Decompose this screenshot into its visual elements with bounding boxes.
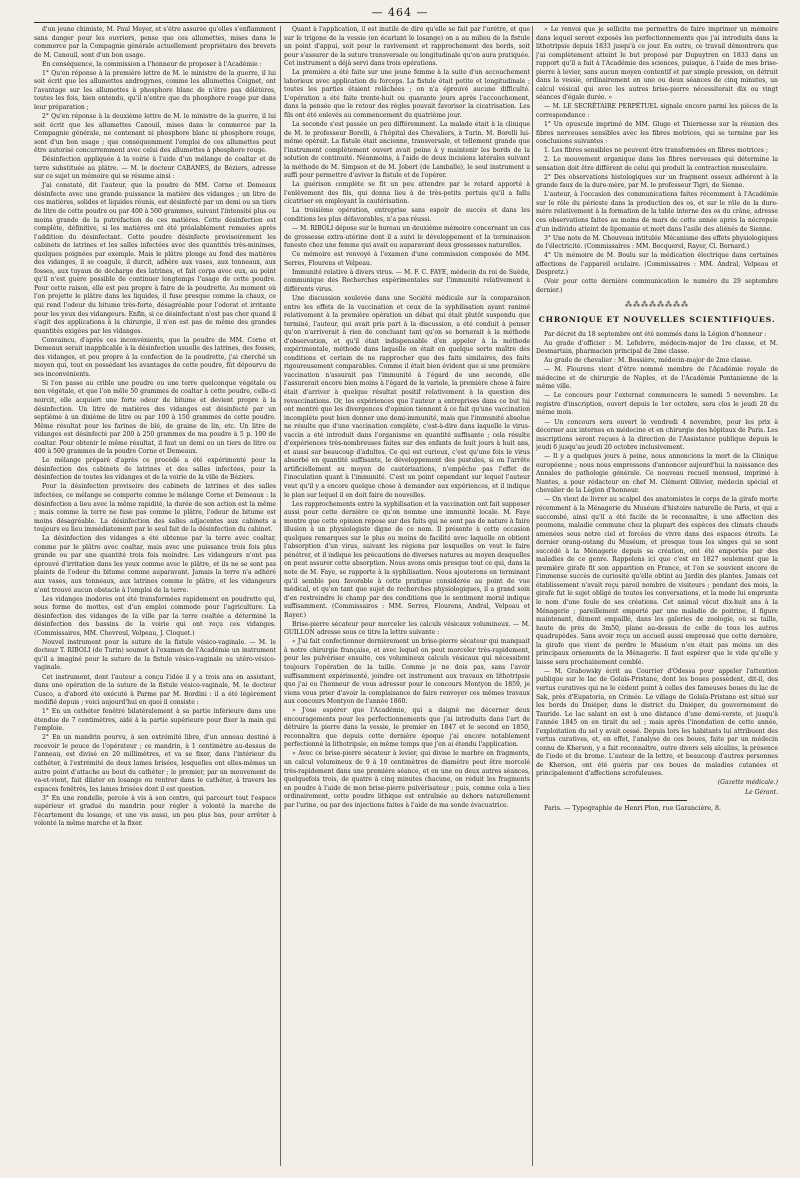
paragraph: Cet instrument, dont l'auteur a conçu l'idée il y a trois ans en assistant, dans une opération de la suture de la fistule vésico-vaginale, M. le docteur Cusco, a d'abord été exécuté à Parme par M. Bordini : il a été légèrement modifié depuis ; voici aujourd'hui en quoi il consiste : [34, 673, 276, 707]
paragraph: 2° Qu'en réponse à la deuxième lettre de M. le ministre de la guerre, il lui soit écrit que les allumettes Canouil, mises dans le commerce par la Compagnie générale, ne contenant ni phosphore blanc ni phosphore rouge, sont d'un bon usage ; que conséquemment l'emploi de ces allumettes peut être autorisé concurremment avec celui des allumettes à phosphore rouge. [34, 112, 276, 155]
paragraph: Nouvel instrument pour la suture de la fistule vésico-vaginale. — M. le docteur T. RIBOLI (de Turin) soumet à l'examen de l'Académie un instrument qu'il a imaginé pour la suture de la fistule vésico-vaginale ou utéro-vésico-vaginale. [34, 638, 276, 672]
column-divider [280, 26, 281, 1166]
paragraph: Quant à l'application, il est inutile de dire qu'elle se fait par l'urètre, et que sur le trigone de la vessie (en écartant le losange) on a au milieu de la fistule un point d'appui, soit pour le ravivement et rapprochement des bords, soit pour s'assurer de la suture transversale ou longitudinale qu'on aura pratiquée. Cet instrument a déjà servi dans trois opérations. [284, 26, 530, 68]
paragraph: d'un jeune chimiste, M. Paul Meyer, et s'être assurée qu'elles s'enflamment sans danger pour les ouvriers, pense que ces allumettes, mises dans le commerce par la Compagnie générale actuellement propriétaire des brevets de M. Canouil, sont d'un bon usage. [34, 26, 276, 59]
paragraph: 2° En un mandrin pourvu, à son extrémité libre, d'un anneau destiné à recevoir le pouce de l'opérateur ; ce mandrin, à 1 centimètre au-dessus de l'anneau, est divisé en 20 millimètres, et va se fixer, dans l'intérieur du cathéter, à l'extrémité de deux lames brisées, lesquelles ont elles-mêmes un autre point d'attache au bout du cathéter ; le premier, par un mouvement de va-et-vient, fait dilater en losange ou rentrer dans le cathéter, à travers les espaces fenêtrés, les lames brisées dont il est question. [34, 734, 276, 793]
paragraph: La seconde s'est passée un peu différemment. La malade était à la clinique de M. le professeur Borelli, à l'hôpital des Chevaliers, à Turin. M. Borelli lui-même opérait. La fistule était ancienne, transversale, et tellement grande que l'instrument complètement ouvert avait peine à y maintenir les bords de la solution de continuité. Néanmoins, à l'aide de deux incisions latérales suivant la méthode de M. Simpson et de M. Jobert (de Lamballe), le seul instrument a suffi pour permettre d'aviver la fistule et de l'opérer. [284, 121, 530, 180]
paragraph: — M. Flourens vient d'être nommé membre de l'Académie royale de médecine et de chirurgie de Naples, et de l'Académie Pontanienne de la même ville. [536, 366, 778, 391]
paragraph: — M. LE SECRÉTAIRE PERPÉTUEL signale encore parmi les pièces de la correspondance : [536, 103, 778, 119]
paragraph: Au grade d'officier : M. Lefebvre, médecin-major de 1re classe, et M. Desmartain, pharmacien principal de 2me classe. [536, 339, 778, 356]
column-divider [532, 26, 533, 1166]
column-1 [34, 26, 276, 1166]
paragraph: 4° Un mémoire de M. Boulu sur la médication électrique dans certaines affections de l'appareil oculaire. (Commissaires : MM. Andral, Velpeau et Despretz.) [536, 252, 778, 277]
paragraph: 1° En un cathéter fenêtré bilatéralement à sa partie inférieure dans une étendue de 7 centimètres, aidé à la partie supérieure pour fixer la main qui l'emploie. [34, 708, 276, 733]
paragraph: — On vient de livrer au scalpel des anatomistes le corps de la girafe morte récemment à la Ménagerie du Muséum d'histoire naturelle de Paris, et qui a succombé, ainsi qu'il a été facile de le reconnaître, à une affection des poumons, maladie commune chez la plupart des espèces des climats chauds amenées sous notre ciel et forcées de vivre dans des espaces étroits. Le dernier orang-outang du Muséum, et presque tous les singes qui se sont succédé à la Ménagerie depuis sa création, ont été emportés par des maladies de ce genre. Rappelons ici que c'est en 1827 seulement que la première girafe fit son apparition en France, et l'on se souvient encore de l'immense succès de curiosité qu'elle obtint au Jardin des plantes. Jamais cet établissement n'avait reçu pareil nombre de visiteurs ; pendant des mois, la girafe fut le sujet obligé de toutes les conversations, et la mode lui emprunta le nom d'une foule de ses créations. Cet animal vécut dix-huit ans à la Ménagerie ; pareillement emporté par une maladie de poitrine, il figure maintenant, dûment empaillé, dans les galeries de zoologie, où sa taille, haute de près de 3m50, plane au-dessus de celle de tous les autres quadrupèdes. Sans avoir reçu un accueil aussi empressé que cette dernière, la girafe que vient de perdre le Muséum n'en était pas moins un des principaux ornements de la Ménagerie. Il faut espérer que le vide qu'elle y laisse sera prochainement comblé. [536, 496, 778, 666]
column-2 [284, 26, 530, 1166]
paragraph: 3° Une note de M. Chouveau intitulée Mécanisme des effets physiologiques de l'électricité. (Commissaires : MM. Becquerel, Rayer, Cl. Bernard.) [536, 234, 778, 251]
printer-footer: Paris. — Typographie de Henri Plon, rue Garancière, 8. [544, 805, 722, 813]
column-3-chronicle [536, 331, 778, 779]
paragraph: Convaincu, d'après ces inconvénients, que la poudre de MM. Corne et Demeaux serait inapplicable à la désinfection usuelle des latrines, des fosses, des vidanges, et peu propre à la confection de la poudrette, j'ai cherché un moyen qui, tout en possédant les avantages de cette poudre, fût dépourvu de ses inconvénients. [34, 336, 276, 378]
paragraph: — Il y a quelques jours à peine, nous annoncions la mort de la Clinique européenne ; nous nous empressons d'annoncer aujourd'hui la naissance des Annales de pathologie générale. Ce nouveau recueil mensuel, imprimé à Nantes, a pour rédacteur en chef M. Clément Ollivier, médecin spécial et chevalier de la Légion d'honneur. [536, 453, 778, 495]
paragraph: — M. Grabowsky écrit au Courrier d'Odessa pour appeler l'attention publique sur le lac de Golaïs-Pristane, dont les boues possèdent, dit-il, des vertus curatives qui ne le cèdent point à celles des fameuses boues du lac de Sak, près d'Eupatoria, en Crimée. Le village de Golaïa-Pristane est situé sur les bords du Dniéper, dans le district du Dniéper, du gouvernement de Tauride. Le lac salant en est à une distance d'une demi-verste, et jusqu'à l'année 1845 on en tirait du sel ; mais après l'inondation de cette année, l'exploitation du sel y avait cessé. Depuis lors les habitants lui attribuent des vertus curatives, et, en effet, l'analyse de ces boues, faite par un médecin connu de Kherson, y a fait reconnaître, outre divers sels alcalins, la présence de l'iode et du brome. L'auteur de la lettre, et beaucoup d'autres personnes de Kherson, ont été guéris par ces boues de maladies cutanées et principalement d'affections scrofuleuses. [536, 667, 778, 778]
paragraph: » Le renvoi que je sollicite me permettra de faire imprimer un mémoire dans lequel seront exposés les perfectionnements que j'ai introduits dans la lithotripsie depuis 1833 jusqu'à ce jour. En outre, ce travail démontrera que j'ai complètement atteint le but proposé par Dupuytren en 1833 dans un rapport qu'il a fait à l'Académie des sciences, puisque, à l'aide de mes brise-pierre à levier, sans aucun moyen contentif et par simple pression, on détruit dans la vessie, ordinairement en une ou deux séances de cinq minutes, un calcul vésical qui avec les autres brise-pierre nécessiterait dix ou vingt séances d'égale durée. » [536, 26, 778, 102]
paragraph: Désinfection appliquée à la voirie à l'aide d'un mélange de coaltar et de terre substituée au plâtre. — M. le docteur CABANES, de Béziers, adresse sur ce sujet un mémoire qui se résume ainsi : [34, 156, 276, 181]
paragraph: 2° Des observations histologiques sur un fragment osseux adhérent à la grande faux de la dure-mère, par M. le professeur Tigri, de Sienne. [536, 173, 778, 190]
paragraph: « J'ai fait confectionner dernièrement un brise-pierre sécateur qui manquait à notre chirurgie française, et avec lequel on peut morceler très-rapidement, pour les pulvériser ensuite, ces volumineux calculs vésicaux qui nécessitent toujours l'opération de la taille. Comme je ne dois pas, sans l'avoir suffisamment expérimenté, joindre cet instrument aux travaux en lithotripsie que j'ai eu l'honneur de vous adresser pour le concours Montyon de 1859, je viens vous prier d'avoir la complaisance de faire renvoyer ces mêmes travaux aux concours Montyon de l'année 1860. [284, 638, 530, 706]
paragraph: 2. Le mouvement organique dans les fibres nerveuses qui détermine la sensation doit être différent de celui qui produit la contraction musculaire. [536, 156, 778, 172]
paragraph: J'ai constaté, dit l'auteur, que la poudre de MM. Corne et Demeaux désinfecte avec une grande puissance la matière des vidanges ; un litre de ces matières, solides et liquides réunis, est désinfecté par un demi ou un tiers de litre de cette poudre ou par 400 à 500 grammes, suivant l'intensité plus ou moins grande de la putréfaction de ces matières. Cette désinfection est complète, définitive, si les matières ont été préalablement remuées après l'addition du désinfectant. Cette poudre désinfecte provisoirement les cabinets de latrines et les salles infectées avec des quantités très-minimes, quelques poignées par exemple. Mais le plâtre plonge au fond des matières des vidanges, il se coagule, il durcit, adhère aux vases, aux tonneaux, aux fosses, aux tuyaux de décharge des latrines, et fait corps avec eux, au point qu'il n'est guère possible de continuer longtemps l'usage de cette poudre. Pour cette raison, elle est peu propre à faire de la poudrette. Au moment où l'on projette le plâtre dans les liquides, il fuse presque comme la chaux, ce qui rend l'odeur du bitume très-forte, désagréable pour l'odorat et irritante pour les yeux des vidangeurs. Enfin, si ce désinfectant n'est pas cher quand il s'agit des applications à la chirurgie, il n'en est pas de même des grandes quantités exigées par les vidanges. [34, 182, 276, 335]
paragraph: 1° Qu'en réponse à la première lettre de M. le ministre de la guerre, il lui soit écrit que les allumettes androgynes, comme les allumettes Coignet, ont l'avantage sur les allumettes à phosphore blanc de n'être pas délétères, toutes les fois, bien entendu, qu'il n'entre que du phosphore rouge pur dans leur préparation ; [34, 69, 276, 111]
paragraph: Les rapprochements entre la syphilisation et la vaccination ont fait supposer aussi pour cette dernière ce qu'on nomme une immunité locale. M. Faye montre que cette opinion repose sur des faits qui ne sont pas de nature à faire illusion à un physiologiste digne de ce nom. Il présente à cette occasion quelques remarques sur le plus ou moins de facilité avec laquelle on obtient l'absorption d'un virus, suivant les régions par lesquelles on veut le faire pénétrer, et il indique les précautions de diverses natures au moyen desquelles on peut assurer cette absorption. Nous avons omis presque tout ce qui, dans la note de M. Faye, se rapporte à la syphilisation. Nous ajouterons en terminant qu'il semble peu favorable à cette pratique considérée au point de vue médical, et qu'en tant que sujet de recherches physiologiques, il a grand soin d'en restreindre le champ par des conditions que le sentiment moral indique suffisamment. (Commissaires : MM. Serres, Flourens, Andral, Velpeau et Rayer.) [284, 500, 530, 619]
paragraph: — Le concours pour l'externat commencera le samedi 5 novembre. Le registre d'inscription, ouvert depuis le 1er octobre, sera clos le jeudi 20 du même mois. [536, 392, 778, 417]
gerant-signature: Le Gérant. [745, 788, 778, 796]
paragraph: Ce mémoire est renvoyé à l'examen d'une commission composée de MM. Serres, Flourens et Velpeau. [284, 251, 530, 267]
paragraph: Une discussion soulevée dans une Société médicale sur la comparaison entre les effets de la vaccination et ceux de la syphilisation ayant ranimé relativement à la première opération un débat qui était plutôt suspendu que terminé, l'auteur, qui avait pris part à la discussion, a été conduit à penser qu'on n'arriverait à rien de concluant tant qu'on se bornerait à la méthode d'observation, et qu'il était indispensable d'en appeler à la méthode expérimentale, méthode dans laquelle on était en quelque sorte maître des conditions et certain de ne rapprocher que des faits similaires, des faits rigoureusement comparables. Comme il était bien évident que si une première vaccination n'assurait pas l'immunité à l'égard de une seconde, elle l'assurerait encore bien moins à l'égard de la variole, la première chose à faire était d'arriver à quelque résultat positif relativement à la question des revaccinations. Or, les expériences que l'auteur a entreprises dans ce but lui ont montré que les divergences d'opinion tiennent à ce fait qu'une vaccination incomplète peut bien donner une demi-immunité, mais que l'immunité absolue ne résulte que d'une vaccination complète, c'est-à-dire dans laquelle le virus-vaccin a été introduit dans l'organisme en quantité suffisante ; cela résulte d'expériences très-nombreuses faites sur des enfants de huit jours à huit ans, et aussi sur beaucoup d'adultes. Ce qui est curieux, c'est qu'une fois le virus absorbé en quantité suffisante, le développement des pustules, si on l'arrête artificiellement au moyen de cautérisations, n'empêche pas l'effet de l'inoculation quant à l'immunité. C'est un point cependant sur lequel l'auteur veut qu'il y a encore quelque chose à demander aux expériences, et il indique le plan sur lequel il en doit faire de nouvelles. [284, 294, 530, 499]
paragraph: — M. RIBOLI dépose sur le bureau un deuxième mémoire concernant un cas de grossesse extra-utérine dont il a suivi le développement et la terminaison funeste chez une femme qui avait eu auparavant deux grossesses naturelles. [284, 225, 530, 250]
source-signature: (Gazette médicale.) [717, 779, 778, 787]
column-3 [536, 26, 778, 1166]
paragraph: » J'ose espérer que l'Académie, qui a daigné me décerner deux encouragements pour les perfectionnements que j'ai introduits dans l'art de détruire la pierre dans la vessie, le premier en 1847 et le second en 1850, reconnaîtra que depuis cette dernière époque j'ai encore notablement perfectionné la lithotripsie, en même temps que j'en ai étendu l'application. [284, 707, 530, 749]
paragraph: Pour la désinfection provisoire des cabinets de latrines et des salles infectées, ce mélange se comporte comme le mélange Corne et Demeaux : la désinfection a lieu avec la même rapidité, la durée de son action est la même ; mais comme la terre ne fuse pas comme le plâtre, l'odeur de bitume est moins désagréable. La désinfection des salles adjacentes aux cabinets a toujours eu lieu immédiatement par le seul fait de la désinfection du cabinet. [34, 483, 276, 534]
section-title: CHRONIQUE ET NOUVELLES SCIENTIFIQUES. [538, 315, 776, 324]
paragraph: En conséquence, la commission a l'honneur de proposer à l'Académie : [42, 60, 262, 68]
paragraph: 1. Les fibres sensibles ne peuvent être transformées en fibres motrices ; [544, 147, 768, 155]
paragraph: Par décret du 18 septembre ont été nommés dans la Légion d'honneur : [544, 330, 767, 338]
paragraph: Brise-pierre sécateur pour morceler les calculs vésicaux volumineux. — M. GUILLON adresse sous ce titre la lettre suivante : [284, 620, 530, 637]
paragraph: L'auteur, à l'occasion des communications faites récemment à l'Académie sur le rôle du périoste dans la production des os, et sur le rôle de la dure-mère relativement à la formation de la table interne des os du crâne, adresse ces observations faites au moins de mars de cette année après la nécropsie d'un individu atteint de lipomanie et mort dans l'asile des aliénés de Sienne. [536, 191, 778, 233]
paragraph: Si l'on passe au crible une poudre ou une terre quelconque végétale ou non végétale, et que l'on mêle 50 grammes de coaltar à cette poudre, celle-ci noircit, elle acquiert une forte odeur de bitume et devient propre à la désinfection. Un litre de matières des vidanges est désinfecté par un septième à un dixième de litre ou par 100 à 150 grammes de cette poudre. Même résultat pour les farines de blé, de graine de lin, etc. Un litre de vidanges est désinfecté par 200 à 250 grammes de ma poudre à 5 p. 100 de coaltar. Pour obtenir le même résultat, il faut un demi ou un tiers de litre ou 400 à 500 grammes de la poudre Corne et Demeaux. [34, 379, 276, 456]
paragraph: » Avec ce brise-pierre sécateur à levier, qui divise le marbre en fragments, un calcul volumineux de 9 à 10 centimètres de diamètre peut être morcelé très-rapidement dans une première séance, et en une ou deux autres séances, quelquefois trois, de quatre à cinq minutes chacune, on réduit les fragments en poudre à l'aide de mon brise-pierre pulvérisateur ; puis, comme cela a lieu ordinairement, cette poudre lithique est entraînée au dehors naturellement par l'urine, ou par des injections faites à l'aide de ma sonde évacuatrice. [284, 750, 530, 809]
paragraph: La première a été faite sur une jeune femme à la suite d'un accouchement laborieux avec application du forceps. La fistule était petite et longitudinale ; toutes les parties étaient relâchées ; on n'a éprouvé aucune difficulté. L'opération a été faite trente-huit ou quarante jours après l'accouchement, dans la pensée que le retour des règles pouvait favoriser la cicatrisation. Les fils ont été enlevés au commencement du quatrième jour. [284, 69, 530, 119]
paragraph: La désinfection des vidanges a été obtenue par la terre avec coaltar, comme par le plâtre avec coaltar, mais avec une puissance trois fois plus grande ou par une quantité trois fois moindre. Les vidangeurs n'ont pas éprouvé d'irritation dans les yeux comme avec le plâtre, et ils ne se sont pas plaints de l'odeur du bitume comme auparavant. Jamais la terre n'a adhéré aux vases, aux tonneaux, aux latrines comme le plâtre, et les vidangeurs n'ont trouvé aucun obstacle à l'emploi de la terre. [34, 535, 276, 594]
paragraph: Le mélange préparé d'après ce procédé a été expérimenté pour la désinfection des cabinets de latrines et des salles infectées, pour la désinfection de toutes les vidanges et de la voirie de la ville de Béziers. [34, 457, 276, 482]
top-rule [34, 22, 779, 23]
paragraph: Au grade de chevalier : M. Bossière, médecin-major de 2me classe. [544, 357, 752, 365]
paragraph: (Voir pour cette dernière communication le numéro du 29 septembre dernier.) [536, 278, 778, 294]
ornament-divider: ⁂⁂⁂⁂⁂⁂⁂⁂ [625, 301, 689, 310]
paragraph: 1° Un opuscule imprimé de MM. Gluge et Thiernesse sur la réunion des fibres nerveuses sensibles avec les fibres motrices, qui se termine par les conclusions suivantes : [536, 121, 778, 146]
page-number: — 464 — [371, 6, 429, 19]
paragraph: 3° En une rondelle, percée à vis à son centre, qui parcourt tout l'espace supérieur et gradué du mandrin pour régler à volonté la marche de l'écartement du losange, et une vis aussi, un peu plus bas, pour arrêter à volonté la même marche et la fixer. [34, 794, 276, 828]
paragraph: La guérison complète se fit un peu attendre par le retard apporté à l'enlèvement des fils, qui donna lieu à de très-petits pertuis qu'il a fallu cicatriser en employant la cautérisation. [284, 181, 530, 206]
footer-rule [627, 800, 687, 801]
column-3-correspondence [536, 26, 778, 295]
paragraph: La troisième opération, entreprise sans espoir de succès et dans les conditions les plus défavorables, n'a pas réussi. [284, 207, 530, 224]
paragraph: Immunité relative à divers virus. — M. F. C. FAYE, médecin du roi de Suède, communique des Recherches expérimentales sur l'immunité relativement à différents virus. [284, 268, 530, 293]
paragraph: — Un concours sera ouvert le vendredi 4 novembre, pour les prix à décerner aux internes en médecine et en chirurgie des hôpitaux de Paris. Les inscriptions seront reçues à la direction de l'Assistance publique depuis le jeudi 6 jusqu'au jeudi 20 octobre inclusivement. [536, 418, 778, 452]
paragraph: Les vidanges inodores ont été transformées rapidement en poudrette qui, sous forme de mottes, est d'un emploi commode pour l'agriculture. La désinfection des vidanges de la ville par la terre coaltée a déterminé la désinfection des bassins de la voirie qui ont reçu ces vidanges. (Commissaires, MM. Chevreul, Velpeau, J. Cloquet.) [34, 595, 276, 637]
